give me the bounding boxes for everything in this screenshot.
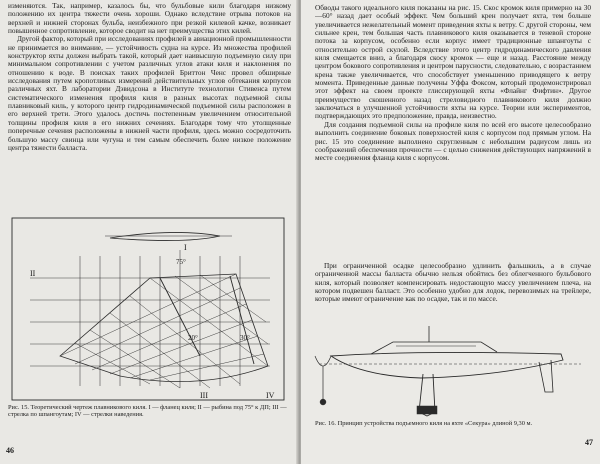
label-roman-four: IV — [266, 391, 275, 400]
figure-frame — [12, 218, 284, 400]
figure-16-caption: Рис. 16. Принцип устройства подъемного киля на яхте «Секура» длиной 9,30 м. — [315, 420, 533, 427]
label-roman-one: I — [184, 243, 187, 252]
figure-15-caption: Рис. 15. Теоретический чертеж плавникового киля. I — фланец киля; II — рыбина под 75° к ДП; III — стрелка по шпангоутам; IV — стрелки наведения. — [8, 404, 287, 419]
left-page — [0, 0, 299, 464]
left-body-text — [8, 2, 291, 216]
right-paragraph-3: При ограниченной осадке целесообразно удлинить фальшкиль, а в случае ограниченной массы балласта обычно нельзя обойтись без облегченного бульбового киля, который позволяет компенсировать недостающую массу увеличением плеча, на котором подвешен балласт. Это особенно удобно для лодок, перевозимых на трейлере, которые имеют ограничение как по осадке, так и по массе. — [315, 262, 591, 304]
right-body-text-upper — [315, 4, 591, 238]
label-roman-two: II — [30, 269, 36, 278]
diagonal-mesh — [60, 274, 268, 388]
label-angle-top: 75° — [176, 258, 186, 266]
vertical-grid — [80, 250, 240, 388]
left-paragraph-2: Другой фактор, который при исследованиях профилей в авиационной промышленности не принимается во внимание, — устойчивость судна на курсе. Из множества профилей конструктор яхты должен выбрать такой, который дает наивысшую подъемную силу при минимальном сопротивлении с учетом различных углов атаки киля и наклонения по отношению к воде. В поисках таких профилей Бриттон Ченс провел обширные исследования путем кропотливых измерений действительных углов обтекания корпусов различных яхт. В лаборатории Дэвидсона в Институте технологии Стивенса путем систематического изменения профиля киля в разных высотах подъемной силы плавниковый киль, у которого центр гидродинамической подъемной силы расположен в его верхней трети. Этого удалось достичь постепенным увеличением относительной толщины профиля киля в его нижних сечениях. Благодаря тому что утолщенные поперечные сечения расположены в нижней части профиля, здесь можно сосредоточить большую массу свинца или чугуна и тем самым обеспечить более низкое положение центра тяжести балласта. — [8, 34, 291, 152]
page-number-right: 47 — [585, 438, 593, 447]
keel-bulb — [417, 406, 437, 414]
right-paragraph-1: Обводы такого идеального киля показаны на рис. 15. Скос кромок киля примерно на 30—60° назад дает особый эффект. Чем больший крен получает яхта, тем больше увеличивается нежелательный момент приведения яхты к ветру. С другой стороны, чем сильнее крен, тем большая часть плавникового киля оказывается в теневой стороне потока за корпусом, особенно если корпус имеет традиционные шпангоуты с относительно острой скулой. Вследствие этого центр гидродинамического давления киля смещается вниз, а благодаря скосу кромок — еще и назад. Расстояние между центром бокового сопротивления и центром парусности, следовательно, с возрастанием крена также увеличивается, что способствует уменьшению приводящего к ветру момента. Приведенные данные получены Уффа Фоксом, который продемонстрировал этот эффект на своем проекте глиссирующей яхты «Флайнг Фифтин». Другое преимущество скошенного назад стреловидного плавникового киля должно заключаться в улучшенной устойчивости яхты на курсе. Теории или экспериментов, подтверждающих это предположение, правда, неизвестно. — [315, 4, 591, 121]
left-paragraph-1: изменяются. Так, например, казалось бы, что бульбовые кили благодаря низкому положению их центра тяжести очень хороши. Однако вследствие отрыва потоков на верхней и нижней сторонах бульба, неизбежного при резкой килевой качке, возникает повышенное сопротивление, которое сводит на нет преимущества этих килей. — [8, 2, 291, 36]
label-roman-three: III — [200, 391, 208, 400]
hull-plan-outline — [110, 232, 220, 240]
label-angle-left: 20° — [188, 334, 198, 342]
right-page — [301, 0, 600, 464]
keel-profile-outline — [60, 274, 268, 382]
figure-16-lifting-keel-drawing — [301, 320, 600, 420]
right-paragraph-2: Для создания подъемной силы на профиле киля по всей его высоте целесообразно выполнить соединение боковых поверхностей киля с корпусом под прямым углом. На рис. 15 это соединение выполнено скругленным с небольшим радиусом лишь из соображений обеспечения прочности — с целью снижения действующих напряжений в месте соединения фланца киля с корпусом. — [315, 119, 591, 163]
right-body-text-lower — [315, 262, 591, 318]
page-number-left: 46 — [6, 446, 14, 455]
figure-15-keel-drawing — [0, 216, 299, 406]
label-angle-right: 30° — [240, 334, 250, 342]
hull-profile — [331, 352, 563, 378]
